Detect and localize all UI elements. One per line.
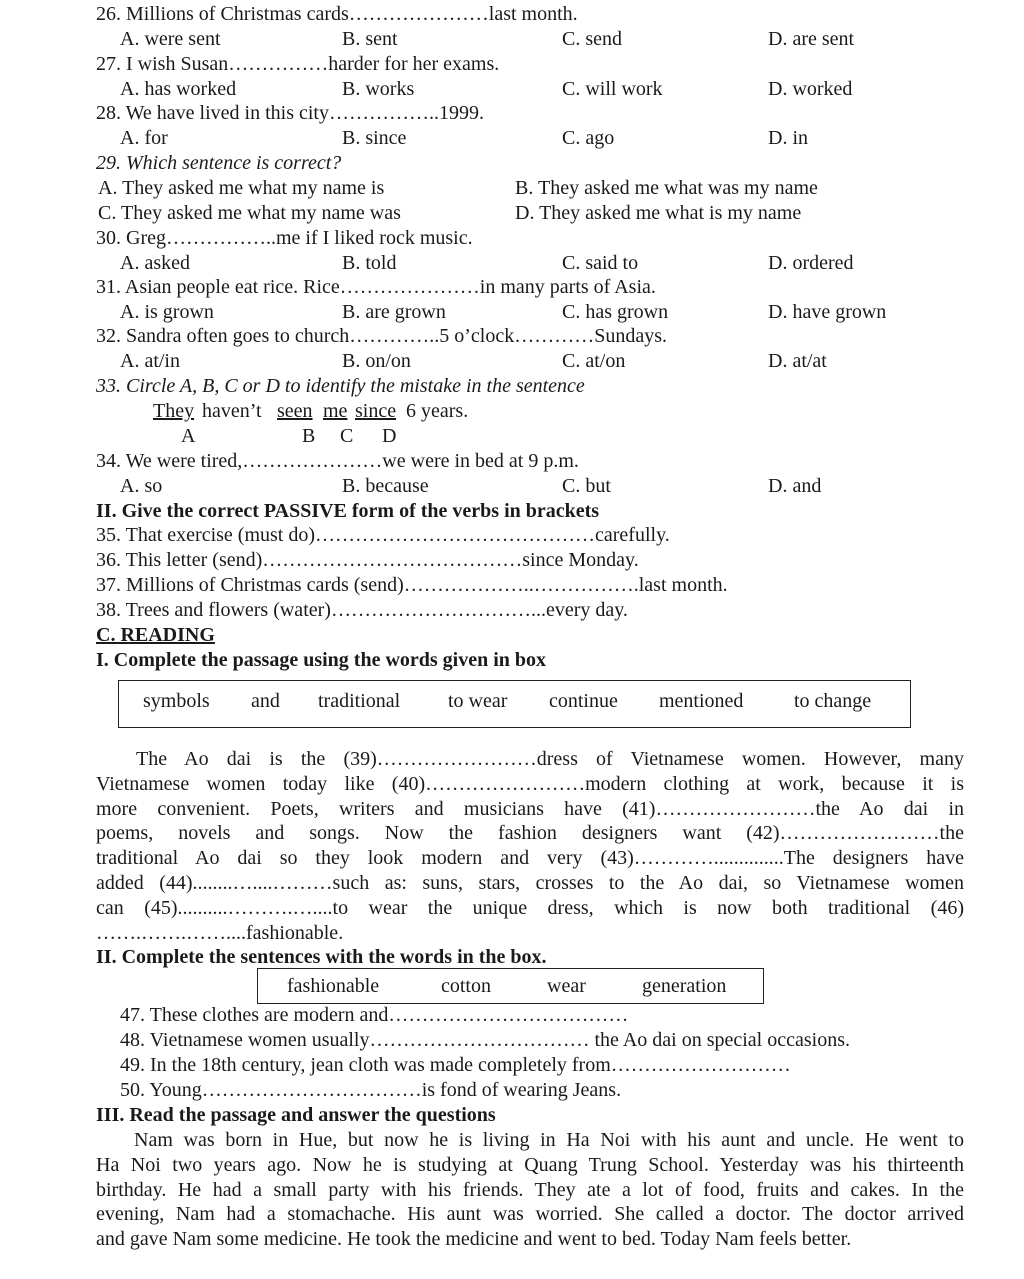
q33-word-b[interactable]: seen — [277, 400, 313, 422]
q32-option-b[interactable]: B. on/on — [342, 350, 411, 372]
passage-line: The Ao dai is the (39)……………………dress of Vietnamese women. However, many — [136, 748, 964, 770]
passage-line: …….…….……....fashionable. — [96, 921, 344, 944]
story-line: Nam was born in Hue, but now he is living in Ha Noi with his aunt and uncle. He went to — [134, 1129, 964, 1151]
q29-option-c[interactable]: C. They asked me what my name was — [98, 202, 401, 224]
q31-option-c[interactable]: C. has grown — [562, 301, 669, 323]
q28-option-c[interactable]: C. ago — [562, 127, 615, 149]
question-26: 26. Millions of Christmas cards…………………last month. — [96, 3, 578, 25]
section-heading-complete: II. Complete the sentences with the words in the box. — [96, 946, 547, 968]
q33-word: 6 years. — [406, 400, 469, 422]
story-line: birthday. He had a small party with his friends. They ate a lot of food, fruits and cakes. In the — [96, 1178, 964, 1201]
q32-option-d[interactable]: D. at/at — [768, 350, 827, 372]
question-28: 28. We have lived in this city……………..1999. — [96, 102, 484, 124]
box2-word: cotton — [441, 975, 491, 997]
q28-option-a[interactable]: A. for — [120, 127, 168, 149]
question-35: 35. That exercise (must do)……………………………………carefully. — [96, 524, 670, 546]
q30-option-b[interactable]: B. told — [342, 252, 397, 274]
passage-line: Vietnamese women today like (40)……………………modern clothing at work, because it is — [96, 772, 964, 795]
q33-label-a: A — [181, 425, 196, 447]
story-line: Ha Noi two years ago. Now he is studying at Quang Trung School. Yesterday was his thirteenth — [96, 1153, 964, 1176]
question-36: 36. This letter (send)…………………………………since Monday. — [96, 549, 639, 571]
q26-option-a[interactable]: A. were sent — [120, 28, 221, 50]
question-38: 38. Trees and flowers (water)…………………………...every day. — [96, 599, 628, 621]
q27-option-c[interactable]: C. will work — [562, 78, 663, 100]
q34-option-d[interactable]: D. and — [768, 475, 822, 497]
q28-option-d[interactable]: D. in — [768, 127, 808, 149]
box1-word: symbols — [143, 690, 210, 712]
question-32: 32. Sandra often goes to church…………..5 o’clock…………Sundays. — [96, 325, 668, 347]
box1-word: mentioned — [659, 690, 744, 712]
box1-word: continue — [549, 690, 618, 712]
q33-label-c: C — [340, 425, 354, 447]
box2-word: fashionable — [287, 975, 380, 997]
q31-option-d[interactable]: D. have grown — [768, 301, 887, 323]
q26-option-c[interactable]: C. send — [562, 28, 622, 50]
q34-option-b[interactable]: B. because — [342, 475, 429, 497]
section-heading-questions: III. Read the passage and answer the questions — [96, 1104, 496, 1126]
q32-option-a[interactable]: A. at/in — [120, 350, 180, 372]
q26-option-d[interactable]: D. are sent — [768, 28, 855, 50]
q33-word: haven’t — [202, 400, 262, 422]
q33-word-a[interactable]: They — [153, 400, 195, 422]
q33-label-b: B — [302, 425, 316, 447]
section-title-reading: C. READING — [96, 624, 215, 646]
q30-option-a[interactable]: A. asked — [120, 252, 190, 274]
q27-option-d[interactable]: D. worked — [768, 78, 853, 100]
q27-option-a[interactable]: A. has worked — [120, 78, 237, 100]
q33-word-c[interactable]: me — [323, 400, 348, 422]
question-34: 34. We were tired,…………………we were in bed at 9 p.m. — [96, 450, 579, 472]
question-50: 50. Young……………………………is fond of wearing Jeans. — [120, 1079, 622, 1101]
question-31: 31. Asian people eat rice. Rice…………………in many parts of Asia. — [96, 276, 656, 298]
question-29: 29. Which sentence is correct? — [96, 152, 342, 174]
question-27: 27. I wish Susan……………harder for her exams. — [96, 53, 500, 75]
question-37: 37. Millions of Christmas cards (send)………………..…………….last month. — [96, 574, 728, 596]
box1-word: and — [251, 690, 280, 712]
story-line: evening, Nam had a stomachache. His aunt was worried. She called a doctor. The doctor arrived — [96, 1203, 964, 1226]
question-30: 30. Greg……………..me if I liked rock music. — [96, 227, 473, 249]
q29-option-a[interactable]: A. They asked me what my name is — [98, 177, 385, 199]
q30-option-d[interactable]: D. ordered — [768, 252, 854, 274]
box2-word: wear — [547, 975, 586, 997]
q29-option-b[interactable]: B. They asked me what was my name — [515, 177, 818, 199]
q30-option-c[interactable]: C. said to — [562, 252, 639, 274]
q31-option-b[interactable]: B. are grown — [342, 301, 446, 323]
q34-option-a[interactable]: A. so — [120, 475, 163, 497]
box1-word: to wear — [448, 690, 508, 712]
q27-option-b[interactable]: B. works — [342, 78, 415, 100]
section-heading-passage: I. Complete the passage using the words given in box — [96, 649, 547, 671]
q29-option-d[interactable]: D. They asked me what is my name — [515, 202, 802, 224]
story-line: and gave Nam some medicine. He took the medicine and went to bed. Today Nam feels better. — [96, 1228, 852, 1251]
section-heading-passive: II. Give the correct PASSIVE form of the verbs in brackets — [96, 500, 600, 522]
q26-option-b[interactable]: B. sent — [342, 28, 398, 50]
question-47: 47. These clothes are modern and……………………………… — [120, 1004, 629, 1026]
passage-line: more convenient. Poets, writers and musicians have (41)……………………the Ao dai in — [96, 797, 964, 820]
box1-word: traditional — [318, 690, 401, 712]
q33-word-d[interactable]: since — [355, 400, 397, 422]
passage-ao-dai — [96, 747, 964, 945]
q28-option-b[interactable]: B. since — [342, 127, 407, 149]
passage-line: added (44)........…....………such as: suns, stars, crosses to the Ao dai, so Vietnamese women — [96, 871, 964, 894]
question-49: 49. In the 18th century, jean cloth was made completely from……………………… — [120, 1054, 791, 1076]
passage-line: can (45)..........……….…....to wear the unique dress, which is now both traditional (46) — [96, 896, 964, 919]
q32-option-c[interactable]: C. at/on — [562, 350, 626, 372]
question-33: 33. Circle A, B, C or D to identify the mistake in the sentence — [96, 375, 585, 397]
question-48: 48. Vietnamese women usually…………………………… the Ao dai on special occasions. — [120, 1029, 850, 1051]
box1-word: to change — [794, 690, 872, 712]
q33-label-d: D — [382, 425, 397, 447]
q31-option-a[interactable]: A. is grown — [120, 301, 214, 323]
passage-nam — [96, 1128, 964, 1252]
passage-line: poems, novels and songs. Now the fashion designers want (42)……………………the — [96, 822, 964, 845]
q34-option-c[interactable]: C. but — [562, 475, 611, 497]
box2-word: generation — [642, 975, 727, 997]
passage-line: traditional Ao dai so they look modern and very (43)…………..............The designers have — [96, 847, 964, 870]
word-box-1 — [118, 680, 911, 728]
